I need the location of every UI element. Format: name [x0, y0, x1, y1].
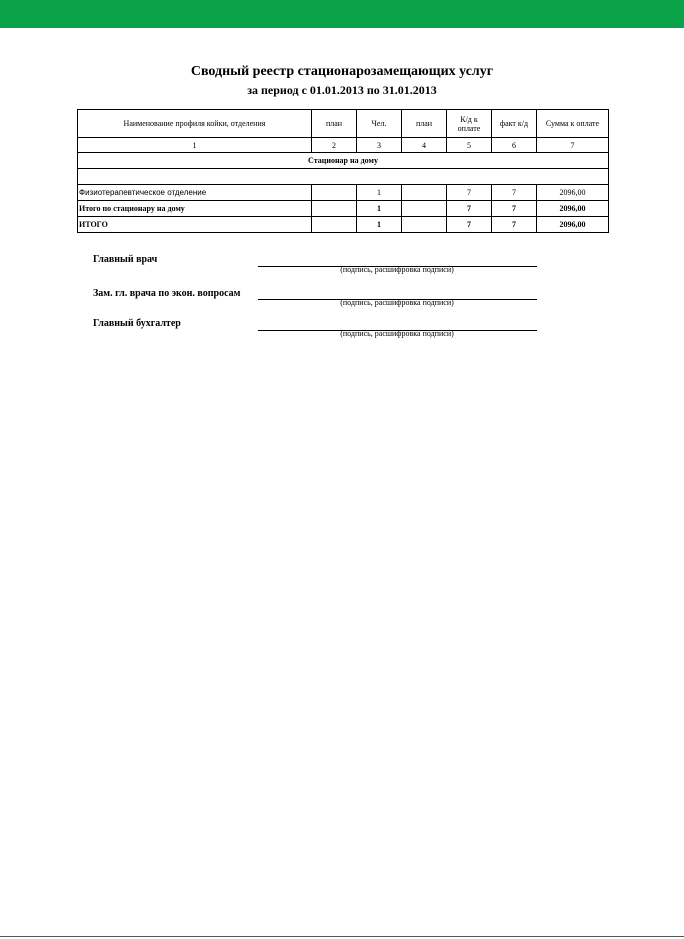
chief-doctor-signature-hint: (подпись, расшифровка подписи): [340, 265, 454, 274]
report-title: Сводный реестр стационарозамещающих услуг: [190, 64, 494, 79]
column-number: 5: [447, 138, 492, 153]
accountant-signature-hint: (подпись, расшифровка подписи): [340, 329, 454, 338]
empty-cell: [78, 169, 609, 185]
deputy-signature-hint: (подпись, расшифровка подписи): [340, 298, 454, 307]
department-name: Физиотерапевтическое отделение: [78, 185, 312, 201]
column-number: 6: [492, 138, 537, 153]
column-number: 1: [78, 138, 312, 153]
header-cell: Сумма к оплате: [537, 110, 609, 138]
plan-cell: [312, 201, 357, 217]
subtotal-label: Итого по стационару на дому: [78, 201, 312, 217]
sum-cell: 2096,00: [537, 201, 609, 217]
kd-cell: 7: [447, 217, 492, 233]
header-cell: Чел.: [357, 110, 402, 138]
column-number: 7: [537, 138, 609, 153]
empty-row: [78, 169, 609, 185]
deputy-label: Зам. гл. врача по экон. вопросам: [93, 288, 241, 299]
header-cell: К/д к оплате: [447, 110, 492, 138]
section-row: [78, 153, 609, 169]
header-cell: план: [402, 110, 447, 138]
page-bottom-border: [0, 936, 684, 937]
subtotal-row: [78, 201, 609, 217]
table-row: [78, 185, 609, 201]
report-period: за период с 01.01.2013 по 31.01.2013: [247, 83, 437, 97]
column-number-row: [78, 138, 609, 153]
plan-cell: [312, 217, 357, 233]
kd-cell: 7: [447, 185, 492, 201]
total-row: [78, 217, 609, 233]
fact-cell: 7: [492, 217, 537, 233]
plan2-cell: [402, 185, 447, 201]
fact-cell: 7: [492, 201, 537, 217]
header-cell: Наименование профиля койки, отделения: [78, 110, 312, 138]
header-cell: факт к/д: [492, 110, 537, 138]
people-cell: 1: [357, 201, 402, 217]
sum-cell: 2096,00: [537, 217, 609, 233]
registry-table: [77, 109, 609, 233]
table-header-row: [78, 110, 609, 138]
sum-cell: 2096,00: [537, 185, 609, 201]
column-number: 3: [357, 138, 402, 153]
fact-cell: 7: [492, 185, 537, 201]
header-cell: план: [312, 110, 357, 138]
accountant-label: Главный бухгалтер: [93, 318, 181, 329]
plan-cell: [312, 185, 357, 201]
chief-doctor-label: Главный врач: [93, 254, 158, 265]
people-cell: 1: [357, 217, 402, 233]
plan2-cell: [402, 217, 447, 233]
top-bar: [0, 0, 684, 28]
kd-cell: 7: [447, 201, 492, 217]
plan2-cell: [402, 201, 447, 217]
column-number: 2: [312, 138, 357, 153]
total-label: ИТОГО: [78, 217, 312, 233]
column-number: 4: [402, 138, 447, 153]
section-title: Стационар на дому: [78, 153, 609, 169]
people-cell: 1: [357, 185, 402, 201]
